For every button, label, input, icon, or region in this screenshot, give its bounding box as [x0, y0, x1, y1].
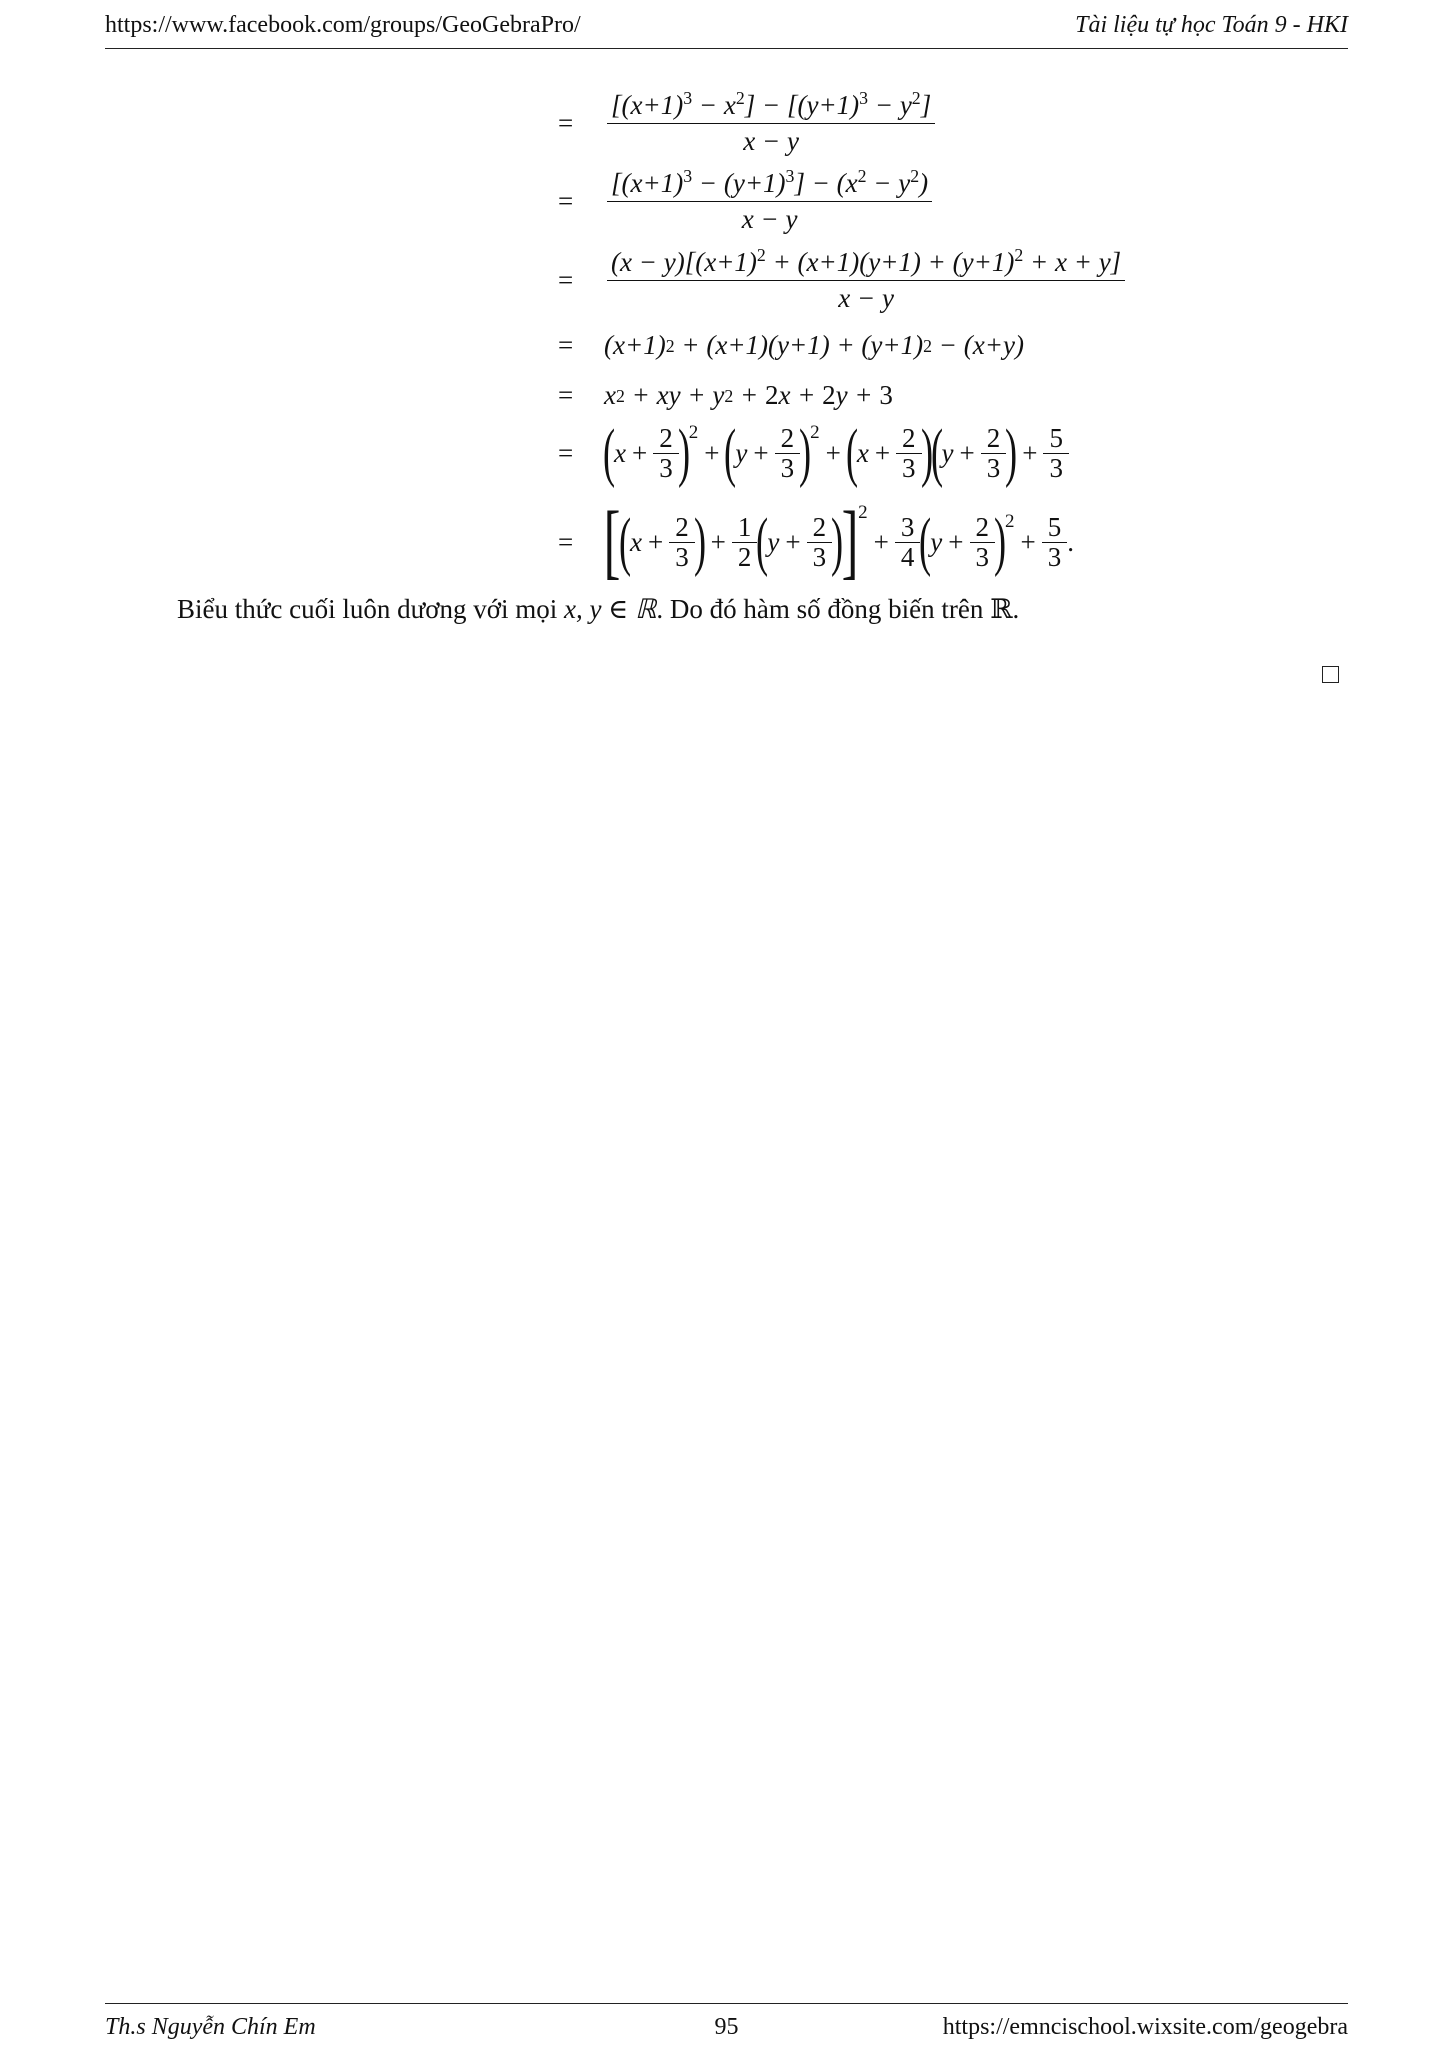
footer-url[interactable]: https://emncischool.wixsite.com/geogebra — [942, 2014, 1348, 2040]
equals-sign: = — [558, 108, 574, 138]
numerator: $(x - y)[(x+1)^2 + (x+1)(y+1) + (y+1)^2 + x + y]$ — [611, 245, 1122, 277]
fraction — [607, 247, 1125, 314]
numerator: $[(x+1)^3 - (y+1)^3] - (x^2 - y^2)$ — [611, 166, 929, 198]
derivation-step-2 — [558, 168, 935, 235]
conclusion-vars: x, y ∈ ℝ — [564, 594, 657, 624]
derivation-step-7 — [558, 495, 1074, 588]
conclusion-suffix: . Do đó hàm số đồng biến trên ℝ. — [656, 594, 1020, 624]
equals-sign: = — [558, 186, 574, 216]
equals-sign: = — [558, 526, 574, 557]
denominator: x − y — [607, 123, 935, 157]
header-title: Tài liệu tự học Toán 9 - HKI — [1075, 12, 1348, 38]
expression: ( x + $\frac{2}{3}$ ) 2 + ( y + $\frac{2}{3}$ ) 2 + ( x + $\frac{2}{3}$ ) ( y + $\frac{2}{3}$ ) + $\frac{5}{3}$ — [604, 420, 1069, 486]
derivation-step-4 — [558, 330, 1024, 361]
qed-square-icon — [1322, 666, 1339, 683]
equals-sign: = — [558, 380, 574, 410]
equals-sign: = — [558, 330, 574, 360]
expression: [ ( x + $\frac{2}{3}$ ) + $\frac{1}{2}$ ( y + $\frac{2}{3}$ ) ] 2 + $\frac{3}{4}$ ( y + $\frac{2}{3}$ ) 2 + $\frac{5}{3}$ . — [603, 495, 1074, 588]
page-header — [105, 12, 1348, 49]
denominator: x − y — [607, 201, 932, 235]
page-footer — [105, 2003, 1348, 2044]
equals-sign: = — [558, 437, 574, 468]
conclusion-prefix: Biểu thức cuối luôn dương với mọi — [177, 594, 565, 624]
fraction — [607, 168, 932, 235]
derivation-step-6 — [558, 416, 1069, 489]
numerator: $[(x+1)^3 - x^2] - [(y+1)^3 - y^2]$ — [611, 88, 932, 120]
derivation-step-5 — [558, 380, 893, 411]
derivation-step-3 — [558, 247, 1128, 314]
expression: ( x +1) 2 + ( x +1)( y +1) + ( y +1) 2 − ( x + y ) — [604, 330, 1024, 360]
fraction — [607, 90, 935, 157]
expression: x 2 + xy + y 2 + 2 x + 2 y + 3 — [604, 380, 893, 410]
page-number: 95 — [714, 2014, 739, 2040]
derivation-step-1 — [558, 90, 938, 157]
equals-sign: = — [558, 265, 574, 295]
footer-author: Th.s Nguyễn Chín Em — [105, 2014, 316, 2040]
denominator: x − y — [607, 280, 1125, 314]
header-url[interactable]: https://www.facebook.com/groups/GeoGebraPro/ — [105, 12, 581, 38]
conclusion-paragraph — [177, 594, 1019, 625]
